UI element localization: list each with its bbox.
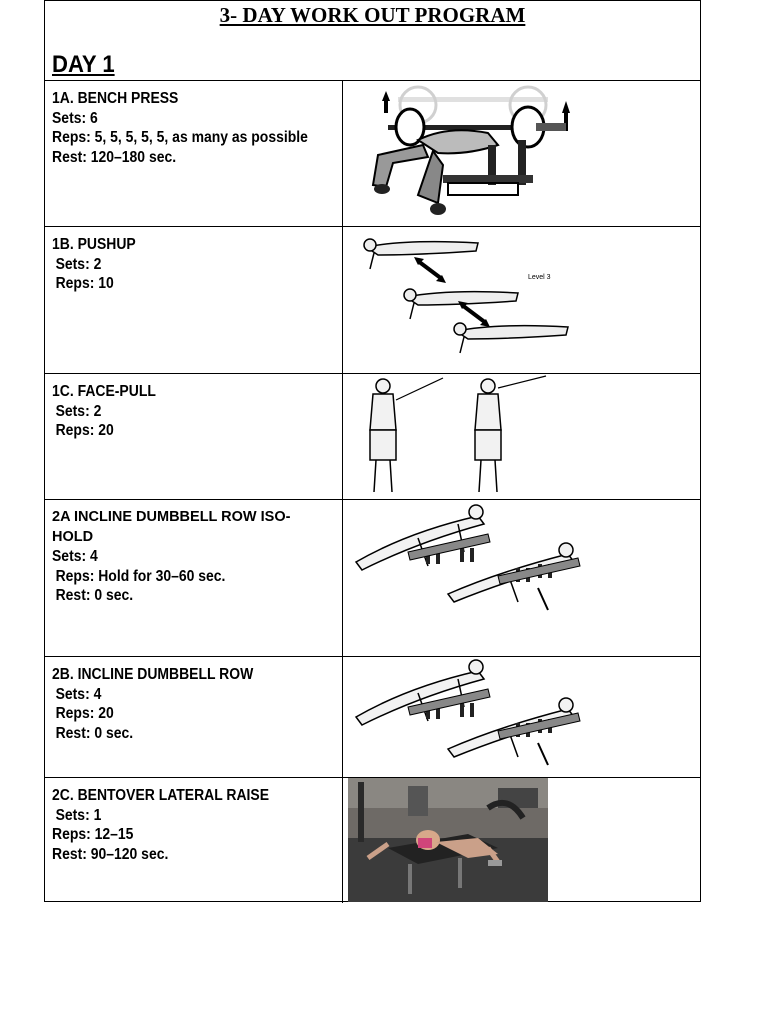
exercise-name: 2A INCLINE DUMBBELL ROW ISO-HOLD [52, 509, 291, 545]
incline-row-illustration [348, 502, 583, 622]
exercise-reps: Reps: 12–15 [52, 826, 134, 843]
exercise-name: 1A. BENCH PRESS [52, 90, 179, 107]
exercise-rest: Rest: 120–180 sec. [52, 148, 177, 166]
exercise-row-bench-press [45, 81, 700, 227]
exercise-text [45, 778, 343, 903]
exercise-name: 1C. FACE-PULL [52, 383, 156, 400]
exercise-text [45, 81, 343, 226]
exercise-name: 2C. BENTOVER LATERAL RAISE [52, 787, 270, 804]
exercise-reps: Reps: 10 [55, 275, 114, 292]
exercise-row-pushup [45, 227, 700, 374]
exercise-row-bentover-lateral-raise [45, 778, 700, 903]
exercise-reps: Reps: Hold for 30–60 sec. [55, 567, 226, 585]
program-title: 3- DAY WORK OUT PROGRAM [219, 3, 526, 27]
exercise-reps: Reps: 20 [55, 422, 114, 439]
exercise-rest: Rest: 0 sec. [55, 587, 134, 604]
gym-photo [348, 778, 548, 902]
exercise-rest: Rest: 90–120 sec. [52, 845, 169, 863]
exercise-rest: Rest: 0 sec. [55, 724, 134, 742]
exercise-reps: Reps: 5, 5, 5, 5, 5, as many as possible [52, 129, 308, 146]
incline-row-illustration [348, 657, 583, 775]
day-heading: DAY 1 [52, 51, 115, 78]
exercise-row-face-pull [45, 374, 700, 500]
exercise-text [45, 227, 343, 373]
bench-press-illustration [348, 85, 578, 223]
exercise-text [45, 500, 343, 656]
pushup-illustration [348, 229, 576, 369]
workout-sheet [44, 0, 701, 902]
exercise-sets: Sets: 6 [52, 109, 98, 127]
exercise-row-incline-row [45, 657, 700, 778]
exercise-sets: Sets: 4 [52, 548, 98, 565]
exercise-sets: Sets: 2 [55, 402, 102, 420]
exercise-text [45, 657, 343, 777]
exercise-name: 1B. PUSHUP [52, 236, 136, 253]
exercise-sets: Sets: 4 [55, 685, 102, 703]
exercise-text [45, 374, 343, 499]
exercise-row-incline-row-iso-hold [45, 500, 700, 657]
exercise-reps: Reps: 20 [55, 705, 114, 722]
sheet-header [45, 1, 700, 81]
exercise-sets: Sets: 1 [55, 806, 102, 824]
face-pull-illustration [348, 374, 548, 499]
pushup-level-label: Level 3 [528, 274, 551, 281]
exercise-name: 2B. INCLINE DUMBBELL ROW [52, 666, 254, 683]
exercise-sets: Sets: 2 [55, 255, 102, 273]
